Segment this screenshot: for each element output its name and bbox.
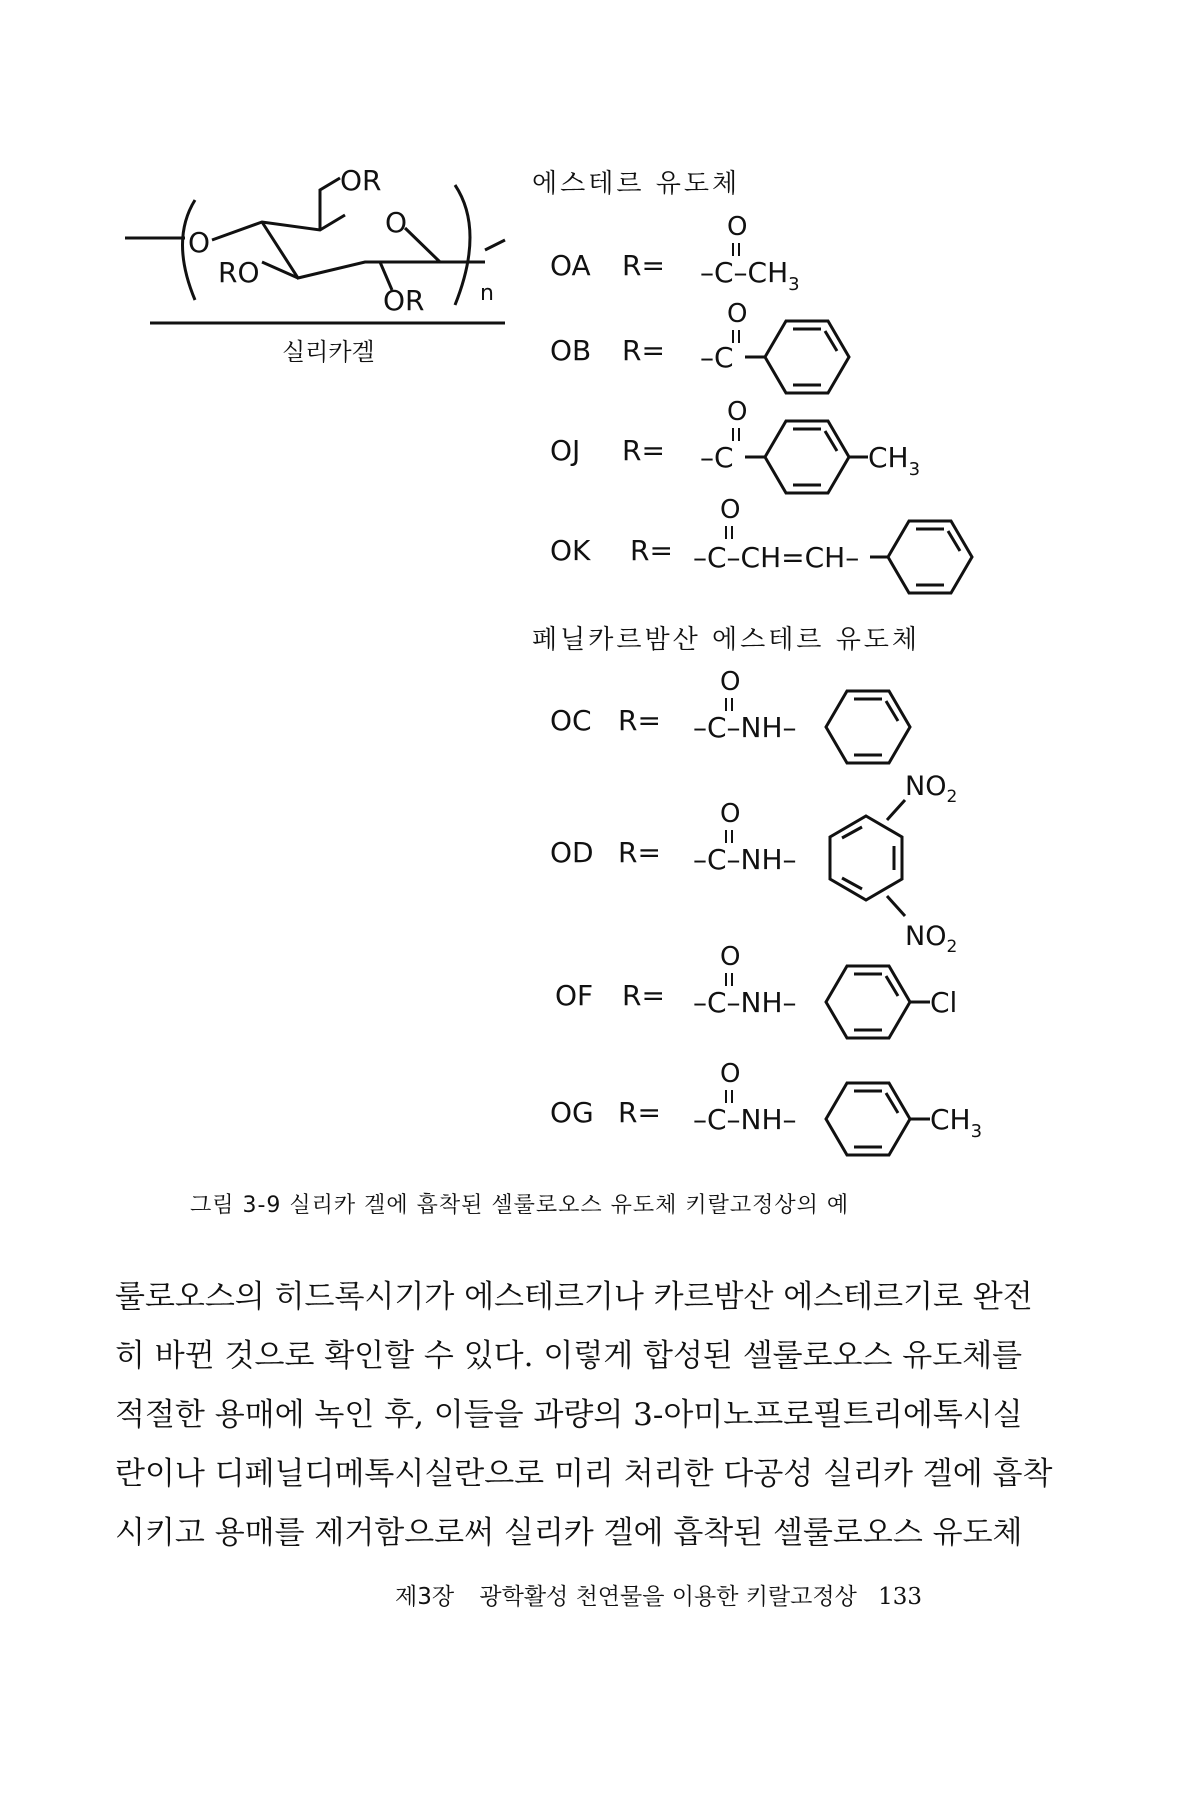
carbamate-title: 페닐카르밤산 에스테르 유도체: [532, 625, 921, 655]
footer-chapter: 제3장: [395, 1584, 455, 1610]
row-of: [555, 942, 957, 1038]
substituent-chain: –C–CH=CH–: [693, 541, 860, 574]
carbonyl-oxygen: O: [727, 397, 748, 427]
substituent-chain: –C–NH–: [693, 986, 797, 1019]
row-code: OD: [550, 836, 594, 869]
body-line: 룰로오스의 히드록시기가 에스테르기나 카르밤산 에스테르기로 완전: [115, 1279, 1033, 1315]
row-code: OG: [550, 1096, 594, 1129]
nitro-bottom: $NO_2$: [905, 921, 958, 957]
carbonyl-oxygen: O: [720, 495, 741, 525]
phenyl-ring: [888, 521, 972, 593]
row-code: OF: [555, 979, 594, 1012]
r-equals: R=: [622, 979, 665, 1012]
nitro-top: $NO_2$: [905, 771, 958, 807]
tolyl-ring: [826, 1083, 910, 1155]
row-ob: [550, 299, 849, 393]
row-oc: [550, 667, 910, 763]
row-code: OA: [550, 249, 591, 282]
carbonyl-oxygen: O: [720, 799, 741, 829]
body-line: 란이나 디페닐디메톡시실란으로 미리 처리한 다공성 실리카 겔에 흡착: [115, 1456, 1053, 1492]
ro-left-label: RO: [218, 256, 260, 289]
para-substituent: $CH_3$: [868, 441, 921, 480]
carbonyl-oxygen: O: [727, 299, 748, 329]
para-substituent: Cl: [930, 986, 958, 1019]
phenyl-ring: [765, 421, 849, 493]
ring-oxygen: O: [385, 206, 408, 239]
chlorophenyl-ring: [826, 966, 910, 1038]
r-equals: R=: [622, 249, 665, 282]
body-line: 시키고 용매를 제거함으로써 실리카 겔에 흡착된 셀룰로오스 유도체: [115, 1515, 1023, 1551]
substituent-chain: –C: [700, 441, 734, 474]
carbonyl-oxygen: O: [720, 667, 741, 697]
figure-caption: 그림 3-9 실리카 겔에 흡착된 셀룰로오스 유도체 키랄고정상의 예: [190, 1193, 850, 1218]
row-oa: [550, 212, 800, 295]
ester-title: 에스테르 유도체: [532, 169, 741, 199]
page-footer: [395, 1578, 975, 1611]
row-code: OJ: [550, 434, 581, 467]
phenyl-ring: [765, 321, 849, 393]
link-oxygen: O: [188, 226, 211, 259]
repeat-n: n: [480, 281, 494, 306]
or-bottom-label: OR: [383, 284, 425, 317]
r-equals: R=: [618, 836, 661, 869]
substituent-chain: –C: [700, 341, 734, 374]
row-code: OC: [550, 704, 592, 737]
substituent-chain: –C–NH–: [693, 711, 797, 744]
body-paragraph: [115, 1268, 1053, 1563]
substituent-chain: –C–NH–: [693, 1103, 797, 1136]
or-top-label: OR: [340, 164, 382, 197]
substituent-chain: $-C-CH_3$: [700, 256, 800, 295]
row-ok: [550, 495, 972, 593]
row-oj: [550, 397, 920, 493]
row-od: [550, 771, 957, 957]
page-number: 133: [878, 1584, 923, 1610]
r-equals: R=: [622, 434, 665, 467]
r-equals: R=: [630, 534, 673, 567]
r-equals: R=: [618, 704, 661, 737]
carbonyl-oxygen: O: [720, 1059, 741, 1089]
body-line: 적절한 용매에 녹인 후, 이들을 과량의 3-아미노프로필트리에톡시실: [115, 1397, 1023, 1433]
body-line: 히 바뀐 것으로 확인할 수 있다. 이렇게 합성된 셀룰로오스 유도체를: [115, 1338, 1023, 1374]
cellulose-structure: [125, 164, 505, 317]
substituent-chain: –C–NH–: [693, 843, 797, 876]
para-substituent: $CH_3$: [930, 1103, 983, 1142]
carbonyl-oxygen: O: [727, 212, 748, 242]
row-code: OK: [550, 534, 591, 567]
support-label: 실리카겔: [282, 338, 375, 366]
carbonyl-oxygen: O: [720, 942, 741, 972]
row-og: [550, 1059, 982, 1155]
r-equals: R=: [622, 334, 665, 367]
r-equals: R=: [618, 1096, 661, 1129]
dinitrophenyl-ring: [830, 816, 902, 900]
row-code: OB: [550, 334, 592, 367]
footer-title: 광학활성 천연물을 이용한 키랄고정상: [479, 1584, 857, 1610]
phenyl-ring: [826, 691, 910, 763]
